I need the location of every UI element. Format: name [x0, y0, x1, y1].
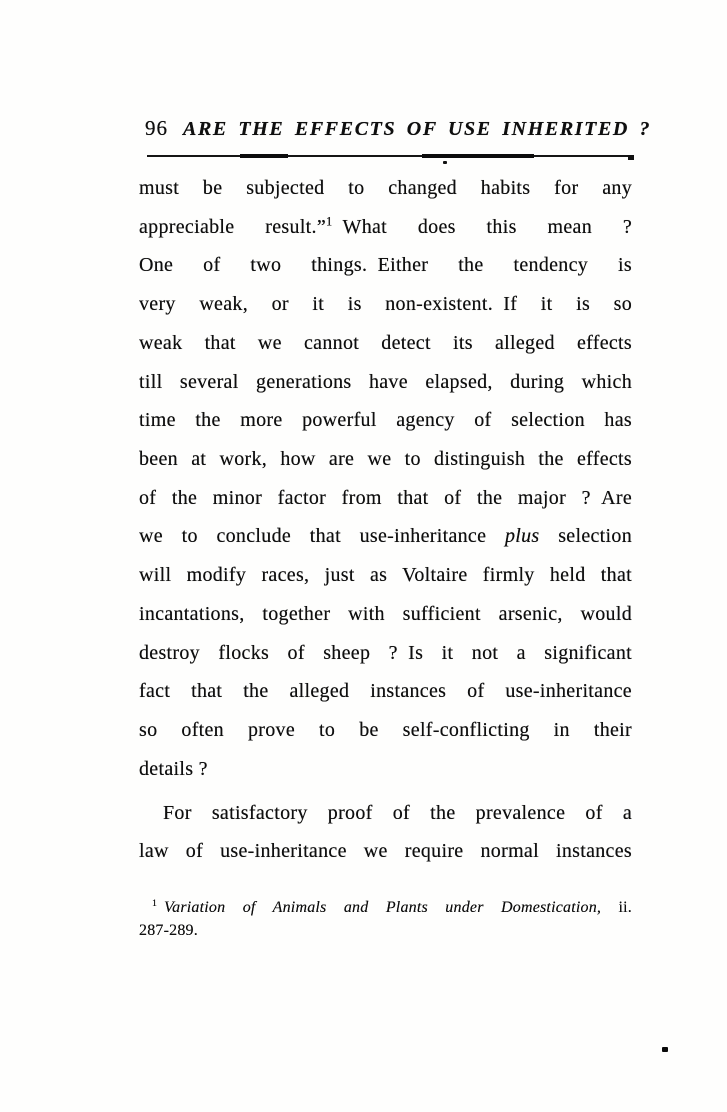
footnote-marker: 1 [326, 214, 333, 229]
ink-speck [662, 1047, 668, 1052]
footnote-line [139, 897, 632, 920]
text-line [139, 517, 632, 556]
text-line: very weak, or it is non-existent. If it is so [139, 293, 632, 316]
running-title: ARE THE EFFECTS OF USE INHERITED ? [183, 118, 652, 140]
footnote-marker: 1 [152, 897, 157, 909]
footnote [139, 897, 632, 942]
text-line: must be subjected to changed habits for any [139, 177, 632, 199]
text-line: time the more powerful agency of selection has [139, 409, 632, 432]
text-line: incantations, together with sufficient arsenic, would [139, 602, 632, 625]
text-line: fact that the alleged instances of use-inheritance [139, 680, 632, 703]
text-segment: appreciable result.” [139, 215, 327, 238]
ink-dot [443, 161, 447, 164]
rule-thick-segment [240, 154, 288, 158]
rule-thick-segment [422, 154, 534, 158]
text-segment: What does this mean ? [332, 215, 632, 238]
header-rule [147, 155, 633, 157]
text-line: so often prove to be self-conflicting in their [139, 719, 632, 742]
text-line: of the minor factor from that of the major ? Are [139, 486, 632, 509]
paragraph-1 [139, 169, 632, 789]
text-line: law of use-inheritance we require normal instances [139, 839, 632, 862]
text-line [139, 208, 632, 247]
text-line: One of two things. Either the tendency is [139, 254, 632, 277]
text-segment: selection [539, 525, 632, 548]
book-title: Variation of Animals and Plants under Domestication, [163, 899, 602, 916]
text-line: details ? [139, 757, 208, 780]
text-line: For satisfactory proof of the prevalence of a [163, 802, 632, 824]
text-line: weak that we cannot detect its alleged effects [139, 331, 632, 354]
italic-word: plus [504, 525, 540, 548]
page-header [145, 116, 652, 141]
page-number: 96 [145, 116, 168, 140]
text-line: destroy flocks of sheep ? Is it not a significant [139, 641, 632, 664]
footnote-line: 287-289. [139, 921, 198, 939]
text-line: till several generations have elapsed, during which [139, 370, 632, 393]
rule-end-tick [628, 155, 634, 160]
text-line: been at work, how are we to distinguish the effects [139, 448, 632, 471]
text-segment: ii. [601, 899, 632, 916]
text-line: will modify races, just as Voltaire firmly held that [139, 564, 632, 587]
text-segment: we to conclude that use-inheritance [139, 525, 505, 548]
paragraph-2 [139, 795, 632, 870]
